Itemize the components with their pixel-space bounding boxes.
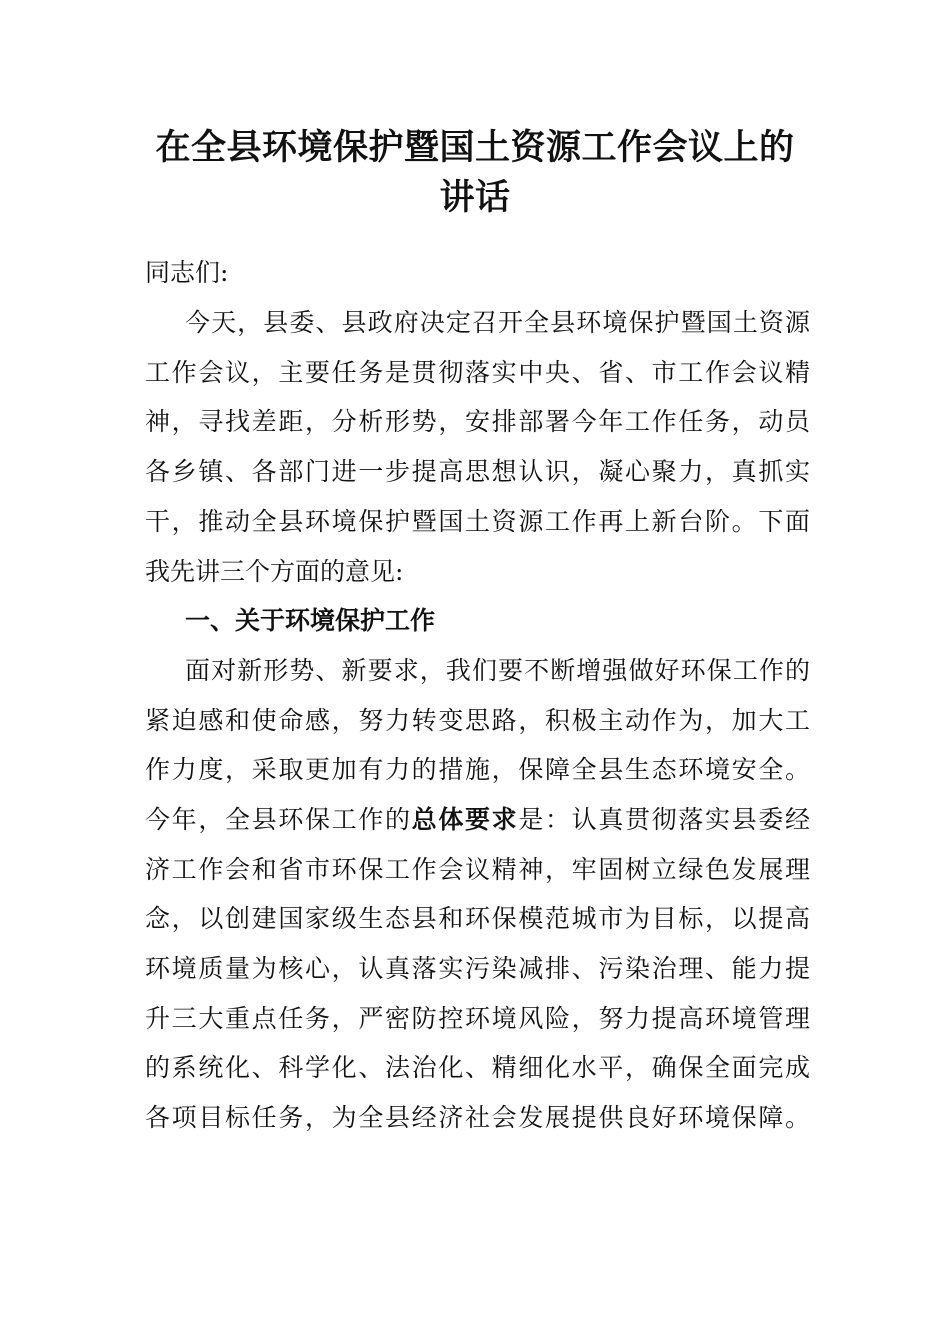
- document-title-line-2: 讲话: [439, 177, 511, 218]
- paragraph-line: 干，推动全县环境保护暨国土资源工作再上新台阶。下面: [145, 507, 810, 536]
- paragraph-line-with-emphasis: [145, 803, 810, 837]
- paragraph-line: 作力度，采取更加有力的措施，保障全县生态环境安全。: [145, 755, 810, 784]
- paragraph-line: 我先讲三个方面的意见:: [145, 557, 404, 586]
- paragraph-line: 的系统化、科学化、法治化、精细化水平，确保全面完成: [145, 1053, 810, 1082]
- paragraph-line: 面对新形势、新要求，我们要不断增强做好环保工作的: [185, 656, 810, 685]
- paragraph-line: 各乡镇、各部门进一步提高思想认识，凝心聚力，真抓实: [145, 457, 810, 486]
- paragraph-line: 济工作会和省市环保工作会议精神，牢固树立绿色发展理: [145, 855, 810, 884]
- paragraph-line: 念，以创建国家级生态县和环保模范城市为目标，以提高: [145, 904, 810, 933]
- document-title-line-1: 在全县环境保护暨国土资源工作会议上的: [155, 127, 795, 168]
- salutation: 同志们:: [145, 258, 229, 287]
- paragraph-line: 各项目标任务，为全县经济社会发展提供良好环境保障。: [145, 1103, 810, 1132]
- paragraph-line: 今天，县委、县政府决定召开全县环境保护暨国土资源: [185, 308, 810, 337]
- emphasis-text: 总体要求: [411, 805, 519, 834]
- paragraph-line: 紧迫感和使命感，努力转变思路，积极主动作为，加大工: [145, 706, 810, 735]
- paragraph-line: 环境质量为核心，认真落实污染减排、污染治理、能力提: [145, 954, 810, 983]
- text-before-emphasis: 今年，全县环保工作的: [145, 805, 412, 834]
- section-heading: 一、关于环境保护工作: [185, 606, 436, 635]
- paragraph-line: 升三大重点任务，严密防控环境风险，努力提高环境管理: [145, 1004, 810, 1033]
- paragraph-line: 神，寻找差距，分析形势，安排部署今年工作任务，动员: [145, 407, 810, 436]
- paragraph-line: 工作会议，主要任务是贯彻落实中央、省、市工作会议精: [145, 358, 810, 387]
- text-after-emphasis: 是：认真贯彻落实县委经: [518, 805, 810, 834]
